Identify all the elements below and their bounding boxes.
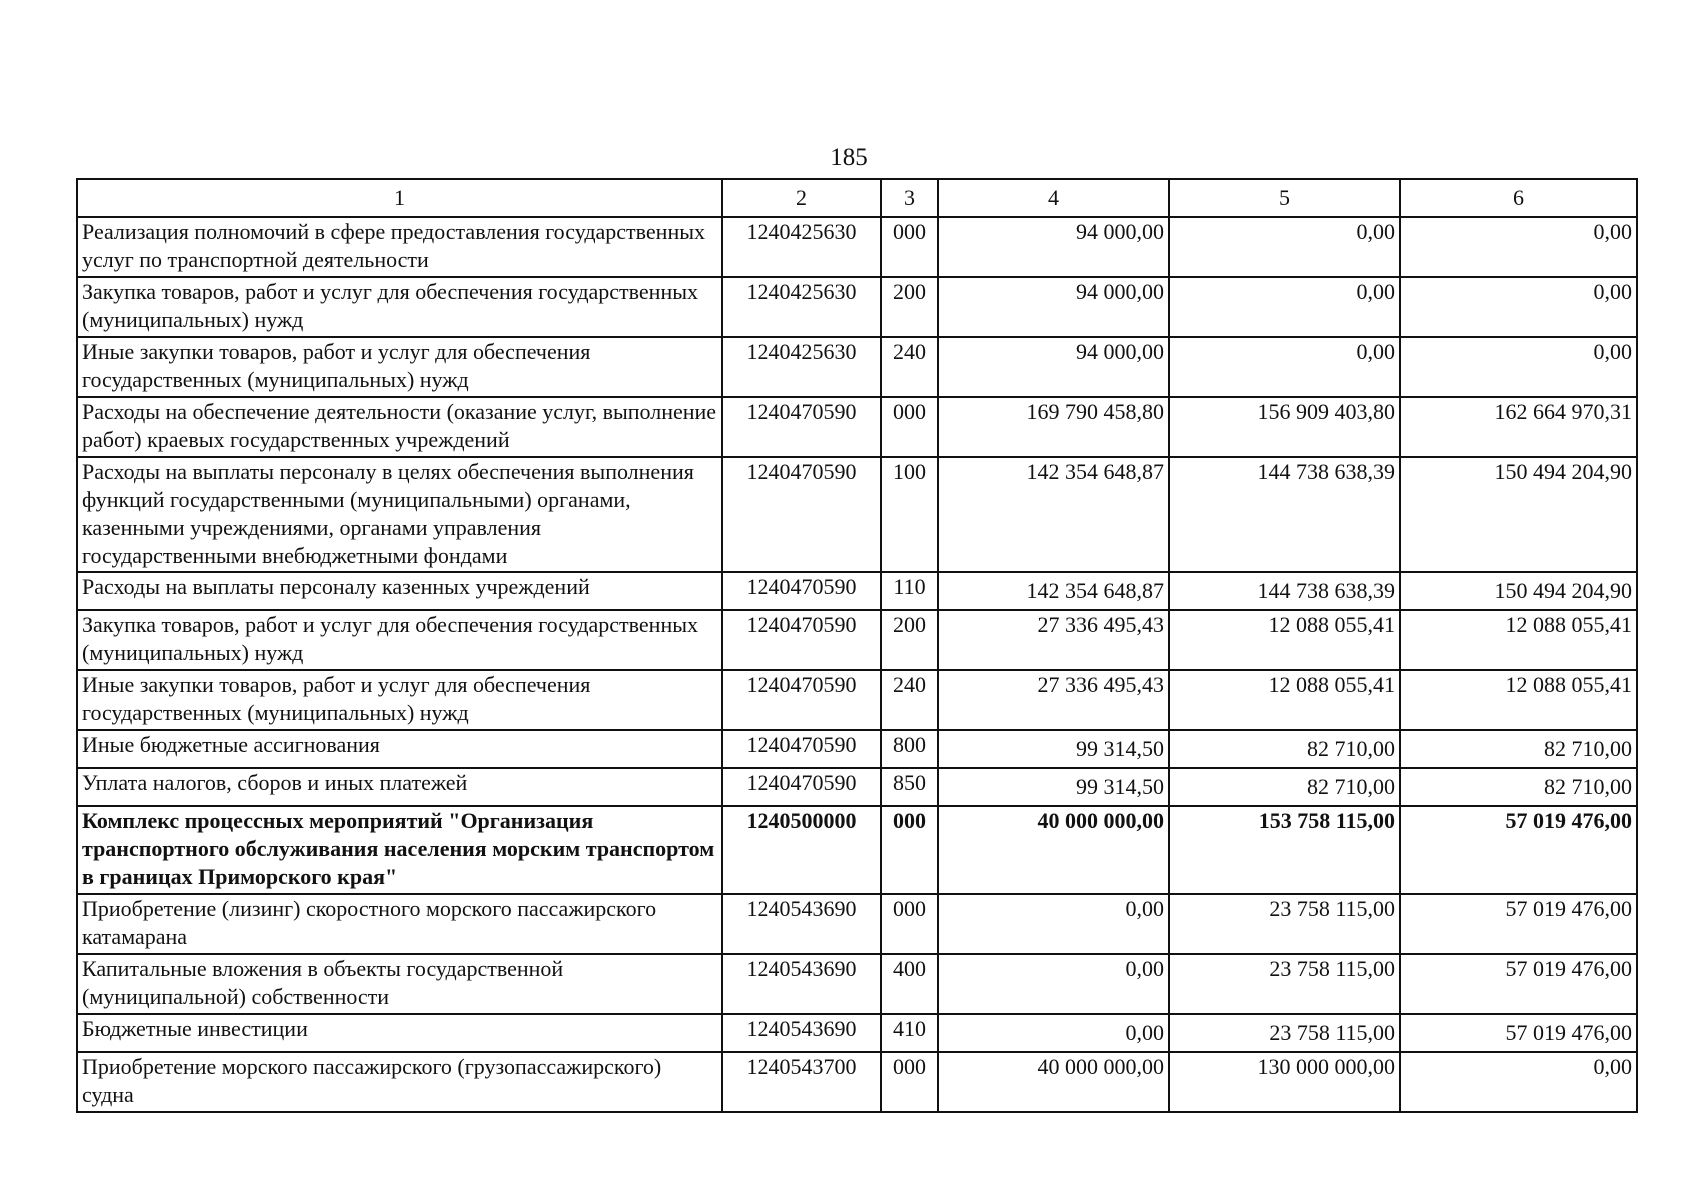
row-name-cell: Расходы на выплаты персоналу казенных учреждений bbox=[77, 572, 722, 610]
row-name-cell: Бюджетные инвестиции bbox=[77, 1014, 722, 1052]
row-name-cell: Расходы на обеспечение деятельности (оказание услуг, выполнение работ) краевых государственных учреждений bbox=[77, 397, 722, 457]
row-value-col6: 0,00 bbox=[1400, 1052, 1637, 1112]
row-value-col4: 40 000 000,00 bbox=[938, 1052, 1169, 1112]
table-row bbox=[77, 572, 1637, 610]
row-value-col5: 130 000 000,00 bbox=[1169, 1052, 1400, 1112]
row-value-col5: 0,00 bbox=[1169, 277, 1400, 337]
row-value-col4: 27 336 495,43 bbox=[938, 610, 1169, 670]
row-value-col5: 144 738 638,39 bbox=[1169, 572, 1400, 610]
row-value-col6: 57 019 476,00 bbox=[1400, 954, 1637, 1014]
row-code-cell: 1240543700 bbox=[722, 1052, 881, 1112]
row-name-cell: Приобретение (лизинг) скоростного морского пассажирского катамарана bbox=[77, 894, 722, 954]
table-row bbox=[77, 768, 1637, 806]
row-value-col4: 94 000,00 bbox=[938, 337, 1169, 397]
table-row bbox=[77, 1052, 1637, 1112]
row-value-col4: 142 354 648,87 bbox=[938, 572, 1169, 610]
row-value-col5: 23 758 115,00 bbox=[1169, 894, 1400, 954]
row-name-cell: Закупка товаров, работ и услуг для обеспечения государственных (муниципальных) нужд bbox=[77, 610, 722, 670]
header-cell: 1 bbox=[77, 179, 722, 217]
row-name-cell: Расходы на выплаты персоналу в целях обеспечения выполнения функций государственными (муниципальными) органами, казенными учреждениями, органами управления государственными внебюджетными фондами bbox=[77, 457, 722, 572]
row-code-cell: 1240425630 bbox=[722, 277, 881, 337]
table-row bbox=[77, 457, 1637, 572]
row-code-cell: 1240543690 bbox=[722, 954, 881, 1014]
row-code-cell: 1240425630 bbox=[722, 217, 881, 277]
row-value-col5: 156 909 403,80 bbox=[1169, 397, 1400, 457]
row-code-cell: 1240500000 bbox=[722, 806, 881, 894]
row-code-cell: 1240470590 bbox=[722, 730, 881, 768]
row-value-col4: 99 314,50 bbox=[938, 768, 1169, 806]
row-value-col4: 0,00 bbox=[938, 1014, 1169, 1052]
row-value-col6: 162 664 970,31 bbox=[1400, 397, 1637, 457]
row-value-col5: 0,00 bbox=[1169, 217, 1400, 277]
header-row bbox=[77, 179, 1637, 217]
row-code-cell: 1240543690 bbox=[722, 1014, 881, 1052]
row-type-cell: 000 bbox=[881, 806, 938, 894]
row-value-col4: 40 000 000,00 bbox=[938, 806, 1169, 894]
row-name-cell: Комплекс процессных мероприятий "Организация транспортного обслуживания населения морским транспортом в границах Приморского края" bbox=[77, 806, 722, 894]
row-name-cell: Капитальные вложения в объекты государственной (муниципальной) собственности bbox=[77, 954, 722, 1014]
row-value-col6: 0,00 bbox=[1400, 337, 1637, 397]
row-type-cell: 110 bbox=[881, 572, 938, 610]
row-name-cell: Приобретение морского пассажирского (грузопассажирского) судна bbox=[77, 1052, 722, 1112]
row-type-cell: 400 bbox=[881, 954, 938, 1014]
row-value-col4: 142 354 648,87 bbox=[938, 457, 1169, 572]
row-value-col5: 82 710,00 bbox=[1169, 730, 1400, 768]
row-type-cell: 000 bbox=[881, 1052, 938, 1112]
table-row bbox=[77, 894, 1637, 954]
table-row bbox=[77, 610, 1637, 670]
row-type-cell: 000 bbox=[881, 217, 938, 277]
row-type-cell: 000 bbox=[881, 894, 938, 954]
header-cell: 5 bbox=[1169, 179, 1400, 217]
row-value-col6: 82 710,00 bbox=[1400, 768, 1637, 806]
header-cell: 4 bbox=[938, 179, 1169, 217]
row-value-col6: 57 019 476,00 bbox=[1400, 806, 1637, 894]
row-value-col5: 82 710,00 bbox=[1169, 768, 1400, 806]
row-name-cell: Реализация полномочий в сфере предоставления государственных услуг по транспортной деятельности bbox=[77, 217, 722, 277]
row-value-col4: 99 314,50 bbox=[938, 730, 1169, 768]
row-code-cell: 1240470590 bbox=[722, 457, 881, 572]
row-value-col4: 27 336 495,43 bbox=[938, 670, 1169, 730]
row-type-cell: 200 bbox=[881, 277, 938, 337]
header-cell: 3 bbox=[881, 179, 938, 217]
row-value-col5: 12 088 055,41 bbox=[1169, 670, 1400, 730]
row-type-cell: 100 bbox=[881, 457, 938, 572]
row-type-cell: 800 bbox=[881, 730, 938, 768]
header-cell: 2 bbox=[722, 179, 881, 217]
row-type-cell: 410 bbox=[881, 1014, 938, 1052]
budget-table bbox=[76, 178, 1638, 1113]
row-value-col6: 82 710,00 bbox=[1400, 730, 1637, 768]
row-value-col5: 23 758 115,00 bbox=[1169, 954, 1400, 1014]
row-value-col5: 12 088 055,41 bbox=[1169, 610, 1400, 670]
row-value-col4: 94 000,00 bbox=[938, 217, 1169, 277]
row-type-cell: 240 bbox=[881, 337, 938, 397]
row-value-col6: 57 019 476,00 bbox=[1400, 894, 1637, 954]
table-row bbox=[77, 670, 1637, 730]
table-row bbox=[77, 337, 1637, 397]
row-name-cell: Иные закупки товаров, работ и услуг для обеспечения государственных (муниципальных) нужд bbox=[77, 337, 722, 397]
row-name-cell: Иные бюджетные ассигнования bbox=[77, 730, 722, 768]
row-code-cell: 1240470590 bbox=[722, 572, 881, 610]
row-value-col5: 153 758 115,00 bbox=[1169, 806, 1400, 894]
row-type-cell: 200 bbox=[881, 610, 938, 670]
row-code-cell: 1240470590 bbox=[722, 670, 881, 730]
row-type-cell: 240 bbox=[881, 670, 938, 730]
table-row bbox=[77, 730, 1637, 768]
table-row bbox=[77, 806, 1637, 894]
row-value-col4: 169 790 458,80 bbox=[938, 397, 1169, 457]
row-type-cell: 850 bbox=[881, 768, 938, 806]
row-type-cell: 000 bbox=[881, 397, 938, 457]
row-value-col6: 150 494 204,90 bbox=[1400, 457, 1637, 572]
row-value-col5: 144 738 638,39 bbox=[1169, 457, 1400, 572]
row-value-col6: 0,00 bbox=[1400, 277, 1637, 337]
table-row bbox=[77, 397, 1637, 457]
table-row bbox=[77, 1014, 1637, 1052]
header-cell: 6 bbox=[1400, 179, 1637, 217]
row-value-col5: 0,00 bbox=[1169, 337, 1400, 397]
row-value-col4: 94 000,00 bbox=[938, 277, 1169, 337]
row-code-cell: 1240425630 bbox=[722, 337, 881, 397]
row-name-cell: Уплата налогов, сборов и иных платежей bbox=[77, 768, 722, 806]
row-value-col6: 150 494 204,90 bbox=[1400, 572, 1637, 610]
row-name-cell: Иные закупки товаров, работ и услуг для обеспечения государственных (муниципальных) нужд bbox=[77, 670, 722, 730]
page-number: 185 bbox=[830, 144, 868, 171]
table-row bbox=[77, 277, 1637, 337]
row-value-col4: 0,00 bbox=[938, 954, 1169, 1014]
row-code-cell: 1240470590 bbox=[722, 397, 881, 457]
table-row bbox=[77, 954, 1637, 1014]
row-value-col6: 12 088 055,41 bbox=[1400, 670, 1637, 730]
row-value-col6: 0,00 bbox=[1400, 217, 1637, 277]
row-code-cell: 1240470590 bbox=[722, 610, 881, 670]
row-value-col6: 57 019 476,00 bbox=[1400, 1014, 1637, 1052]
row-value-col4: 0,00 bbox=[938, 894, 1169, 954]
row-code-cell: 1240470590 bbox=[722, 768, 881, 806]
row-code-cell: 1240543690 bbox=[722, 894, 881, 954]
table-row bbox=[77, 217, 1637, 277]
row-name-cell: Закупка товаров, работ и услуг для обеспечения государственных (муниципальных) нужд bbox=[77, 277, 722, 337]
row-value-col5: 23 758 115,00 bbox=[1169, 1014, 1400, 1052]
row-value-col6: 12 088 055,41 bbox=[1400, 610, 1637, 670]
